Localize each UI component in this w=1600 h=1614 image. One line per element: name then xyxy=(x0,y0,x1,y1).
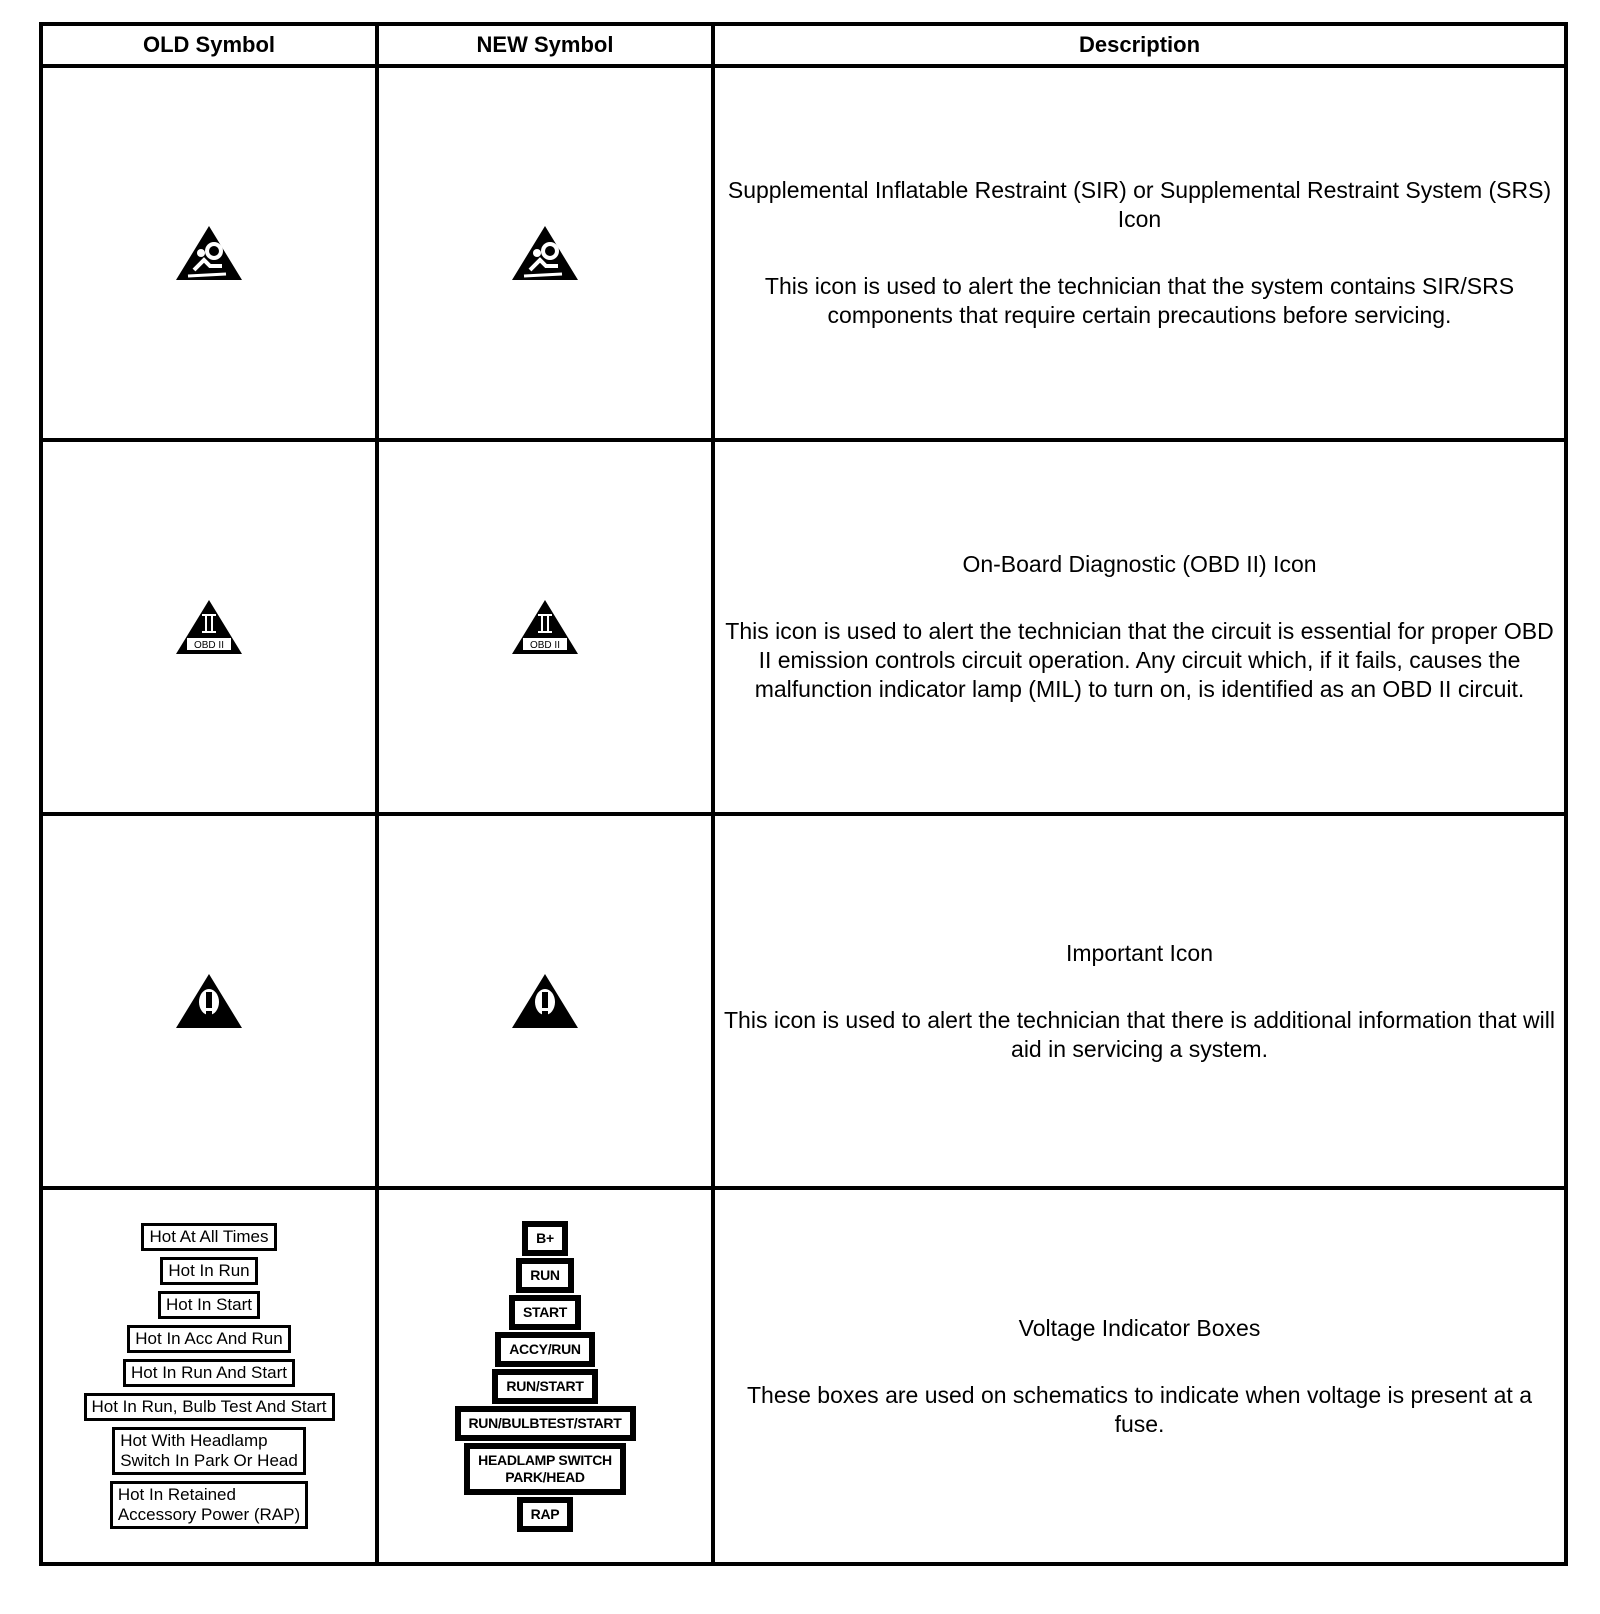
old-voltage-box xyxy=(123,1359,295,1387)
new-voltage-box xyxy=(509,1295,581,1330)
new-symbol-cell xyxy=(377,440,713,814)
old-voltage-box-label: Hot With Headlamp xyxy=(120,1431,268,1450)
old-voltage-box-label: Hot In Run xyxy=(168,1261,250,1280)
description-body: These boxes are used on schematics to indicate when voltage is present at a fuse. xyxy=(746,1381,1532,1437)
old-voltage-box-label: Accessory Power (RAP) xyxy=(117,1505,301,1524)
table-row xyxy=(41,814,1566,1188)
description-body: This icon is used to alert the technician that the system contains SIR/SRS components that require certain precautions before servicing. xyxy=(764,273,1515,328)
old-voltage-box-label: Hot In Retained xyxy=(117,1485,236,1504)
new-voltage-box xyxy=(495,1332,595,1367)
old-voltage-box-label: Hot At All Times xyxy=(149,1227,269,1246)
description-cell xyxy=(713,440,1566,814)
new-symbol-cell xyxy=(377,66,713,440)
table-row xyxy=(41,440,1566,814)
description-cell xyxy=(713,814,1566,1188)
new-voltage-box-label: RUN/START xyxy=(506,1377,584,1394)
new-voltage-box-label: HEADLAMP SWITCH xyxy=(478,1451,612,1468)
new-symbol-cell xyxy=(377,1188,713,1564)
obd-ii-icon-label: OBD II xyxy=(193,640,225,651)
sir-airbag-icon xyxy=(174,224,244,282)
sir-airbag-icon xyxy=(510,224,580,282)
old-voltage-box xyxy=(158,1291,260,1319)
new-voltage-box xyxy=(516,1258,573,1293)
new-voltage-box xyxy=(455,1406,636,1441)
old-voltage-box-label: Hot In Run, Bulb Test And Start xyxy=(91,1397,327,1416)
description-cell xyxy=(713,66,1566,440)
table-row xyxy=(41,66,1566,440)
old-voltage-box-label: Switch In Park Or Head xyxy=(120,1451,298,1470)
old-symbol-cell xyxy=(41,814,377,1188)
description-title: Important Icon xyxy=(1065,939,1214,966)
new-voltage-box-label: RUN/BULBTEST/START xyxy=(468,1414,622,1431)
new-voltage-box xyxy=(522,1221,568,1256)
new-voltage-box-label: ACCY/RUN xyxy=(509,1340,581,1357)
description-body: This icon is used to alert the technician that there is additional information that will aid in servicing a system. xyxy=(724,1006,1555,1062)
new-symbol-cell xyxy=(377,814,713,1188)
description-title: Voltage Indicator Boxes xyxy=(1018,1314,1261,1341)
new-voltage-box xyxy=(517,1497,574,1532)
old-voltage-box xyxy=(127,1325,290,1353)
obd-ii-icon xyxy=(510,598,580,656)
header-new-symbol: NEW Symbol xyxy=(377,24,713,66)
new-voltage-box-label: START xyxy=(522,1303,568,1320)
old-voltage-box-label: Hot In Start xyxy=(166,1295,252,1314)
old-symbol-cell xyxy=(41,1188,377,1564)
old-voltage-box xyxy=(110,1481,308,1529)
old-voltage-box xyxy=(160,1257,257,1285)
table-row xyxy=(41,1188,1566,1564)
obd-ii-icon-label: OBD II xyxy=(529,640,561,651)
header-description: Description xyxy=(713,24,1566,66)
important-exclamation-icon xyxy=(510,972,580,1030)
old-voltage-box-list xyxy=(43,1223,375,1529)
description-title: On-Board Diagnostic (OBD II) Icon xyxy=(962,551,1317,577)
old-symbol-cell xyxy=(41,440,377,814)
new-voltage-box-list xyxy=(379,1221,711,1532)
old-voltage-box-label: Hot In Acc And Run xyxy=(135,1329,283,1348)
obd-ii-icon xyxy=(174,598,244,656)
header-old-symbol: OLD Symbol xyxy=(41,24,377,66)
old-symbol-cell xyxy=(41,66,377,440)
new-voltage-box-label: RAP xyxy=(530,1505,560,1522)
new-voltage-box xyxy=(464,1443,626,1495)
description-title: Supplemental Inflatable Restraint (SIR) or Supplemental Restraint System (SRS) Icon xyxy=(727,177,1552,232)
description-cell xyxy=(713,1188,1566,1564)
new-voltage-box-label: RUN xyxy=(530,1266,560,1283)
new-voltage-box xyxy=(492,1369,597,1404)
header-row xyxy=(41,24,1566,66)
old-voltage-box-label: Hot In Run And Start xyxy=(131,1363,287,1382)
description-body: This icon is used to alert the technician that the circuit is essential for proper OBD II emission controls circuit operation. Any circuit which, if it fails, causes the malfunction indicator lamp (MIL) to turn on, is identified as an OBD II circuit. xyxy=(725,618,1554,702)
old-voltage-box xyxy=(84,1393,335,1421)
important-exclamation-icon xyxy=(174,972,244,1030)
new-voltage-box-label: B+ xyxy=(536,1229,554,1246)
new-voltage-box-label: PARK/HEAD xyxy=(505,1468,585,1485)
old-voltage-box xyxy=(141,1223,276,1251)
symbol-table xyxy=(39,22,1568,1566)
old-voltage-box xyxy=(112,1427,306,1475)
